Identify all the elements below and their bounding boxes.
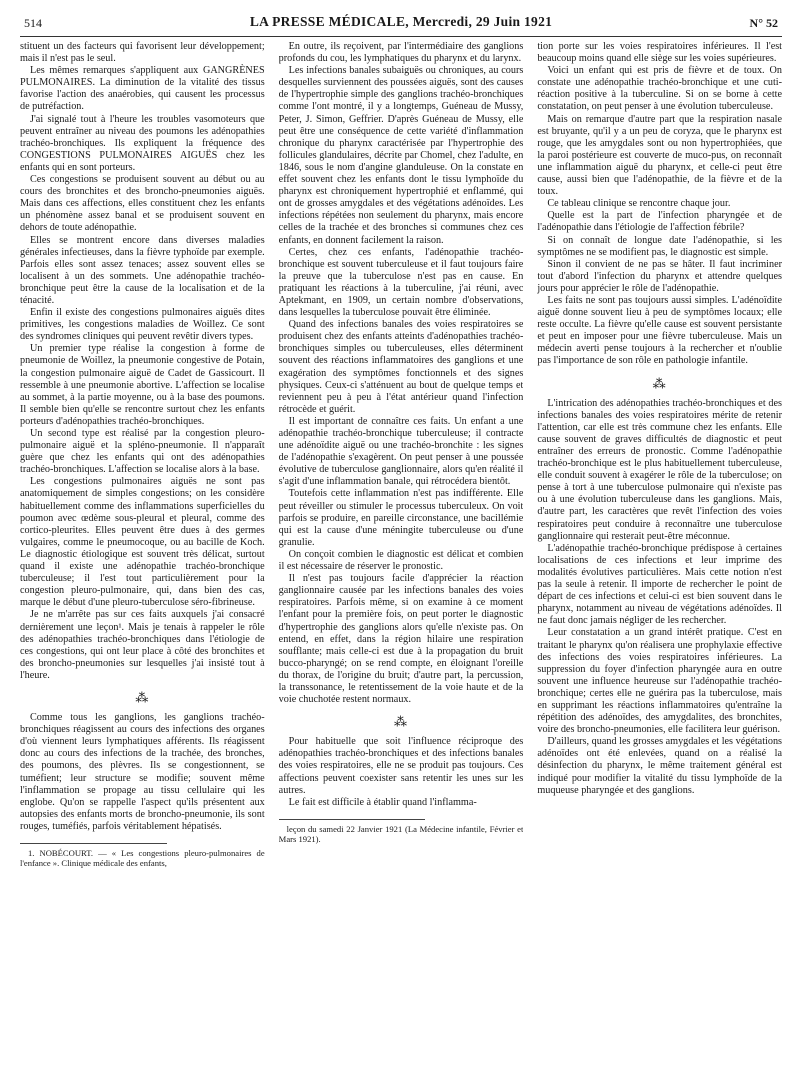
- paragraph: Ce tableau clinique se rencontre chaque jour.: [547, 198, 731, 210]
- text-columns: [20, 41, 782, 1081]
- paragraph: L'adénopathie trachéo-bronchique prédispose à certaines localisations de ces infections et leur imprime des modalités évolutives particulières. Mais cette notion n'est pas la seule à retenir. Il importe de rechercher le point de départ de ces infections et celui-ci est bien souvent dans le pharynx, notamment au niveau de végétations adénoïdes. Il ne faut donc jamais négliger de les rechercher.: [537, 542, 783, 627]
- paragraph: En outre, ils reçoivent, par l'intermédiaire des ganglions profonds du cou, les lymphatiques du pharynx et du larynx.: [278, 41, 524, 65]
- paragraph: Il n'est pas toujours facile d'apprécier la réaction ganglionnaire causée par les infections banales des voies respiratoires. Parfois même, si on examine à ce moment l'enfant pour la première fois, on peut porter le diagnostic d'hypertrophie des ganglions alors qu'elle n'existe pas. On entend, en effet, dans la région hilaire une respiration soufflante; mais celle-ci est due à la propagation du bruit bucco-pharyngé; on se rend compte, en éloignant l'oreille du thorax, de l'origine du bruit; d'autre part, la percussion, la transsonance, le retentissement de la voie haute et de la voie chuchotée restent normaux.: [278, 573, 524, 706]
- paragraph: Voici un enfant qui est pris de fièvre et de toux. On constate une adénopathie trachéo-bronchique et une cuti-réaction positive à la tuberculine. Si on se borne à cette constatation, on peut penser à une évolution tuberculeuse.: [537, 65, 783, 113]
- paragraph: Comme tous les ganglions, les ganglions trachéo-bronchiques réagissent au cours des infections des organes d'où viennent leurs lymphatiques afférents. Ils réagissent donc au cours des infections de la trachée, des bronches, des poumons, des plèvres. Ils se congestionnent, se tuméfient; leur structure se modifie; souvent même l'inflammation se propage au tissu cellulaire qui les englobe. Qu'on se rappelle l'aspect qu'ils présentent aux autopsies des enfants morts de broncho-pneumonie, ils sont rouges, tuméfiés, parfois véritablement hépatisés.: [20, 712, 265, 832]
- paragraph: Les congestions pulmonaires aiguës ne sont pas anatomiquement de simples congestions; on les considère habituellement comme des inflammations superficielles du poumon avec œdème sous-pleural et pleural, comme des cortico-pleurites. Elles peuvent être dues à des germes vulgaires, comme le pneumocoque, ou au bacille de Koch. Le diagnostic étiologique est souvent très délicat, surtout quand il existe une adénopathie trachéo-bronchique tuberculeuse; il l'est tout particulièrement pour la congestion pleuro-pulmonaire, qui, dans bien des cas, marque le début d'une pleuro-tuberculose séro-fibrineuse.: [20, 476, 265, 609]
- paragraph: Quand des infections banales des voies respiratoires se produisent chez des enfants atteints d'adénopathies trachéo-bronchiques simples ou tuberculeuses, elles déterminent souvent des réactions inflammatoires des ganglions et une exagération des symptômes fonctionnels et des signes physiques. Ceux-ci s'atténuent au bout de quelque temps et reviennent peu à peu à l'état antérieur quand l'infection rétrocède et guérit.: [278, 319, 524, 415]
- paragraph: stituent un des facteurs qui favorisent leur développement; mais il n'est pas le seul.: [20, 41, 265, 65]
- paragraph: D'ailleurs, quand les grosses amygdales et les végétations adénoïdes ont été enlevées, quand on a réalisé la désinfection du pharynx, le même traitement général est indiqué pour modifier la vitalité du tissu lymphoïde de la muqueuse pharyngée et des ganglions.: [537, 736, 783, 796]
- paragraph: Toutefois cette inflammation n'est pas indifférente. Elle peut réveiller ou stimuler le processus tuberculeux. On voit parfois se produire, en pareille circonstance, une bacillémie qui est la cause d'une méningite tuberculeuse ou d'une granulie.: [278, 488, 524, 548]
- paragraph: Elles se montrent encore dans diverses maladies générales infectieuses, dans la fièvre typhoïde par exemple. Parfois elles sont assez tenaces; assez souvent elles se localisent à un des sommets. Une adénopathie trachéo-bronchique peut être la cause de la localisation et de la ténacité.: [20, 234, 265, 306]
- paragraph: L'intrication des adénopathies trachéo-bronchiques et des infections banales des voies respiratoires mérite de retenir l'attention, car elle est très commune chez les enfants. Elle cause souvent de graves difficultés de diagnostic et peut entraîner des erreurs de pronostic. Comme l'adénopathie trachéo-bronchique est le plus habituellement tuberculeuse, elle conduit souvent à exagérer le rôle de la tuberculose; on pense à tort à une tuberculose pulmonaire qui n'existe pas ou à une évolution tuberculeuse dans les ganglions. Mais, d'autre part, les caractères que revêt l'infection des voies respiratoires peut conduire à reconnaître une tuberculose ganglionnaire qui resterait peut-être méconnue.: [537, 397, 783, 542]
- issue-number: N° 52: [749, 16, 778, 30]
- column-middle: [279, 41, 524, 1081]
- footnote-divider: [279, 819, 426, 820]
- paragraph: Il est important de connaître ces faits. Un enfant a une adénopathie trachéo-bronchique tuberculeuse; il contracte une adénoïdite aiguë ou une trachéo-bronchite : les signes de l'adénopathie s'exagèrent. On peut penser à une poussée évolutive de tuberculose ganglionnaire, alors qu'en réalité il s'agit d'une inflammation banale, qui rétrocédera bientôt.: [278, 415, 524, 488]
- paragraph: Les faits ne sont pas toujours aussi simples. L'adénoïdite aiguë donne souvent lieu à peu de symptômes locaux; elle reste occulte. La fièvre qu'elle cause est souvent persistante et peut en imposer pour une fièvre tuberculeuse. Mais un médecin averti pense toujours à la rechercher et n'oublie pas l'importance de son rôle en pathologie infantile.: [537, 294, 783, 367]
- section-asterism: ⁂: [394, 714, 408, 730]
- paragraph: Leur constatation a un grand intérêt pratique. C'est en traitant le pharynx qu'on réalisera une prophylaxie effective des infections des voies respiratoires inférieures. La suppression du foyer d'infection pharyngée aura en outre souvent une influence heureuse sur l'adénopathie trachéo-bronchique; certes elle ne guérira pas la tuberculose, mais en supprimant les réactions inflammatoires qu'entraîne la répétition des adénoïdes, des amygdalites, des bronchites, voire des broncho-pneumonies, elle facilitera leur guérison.: [537, 627, 783, 736]
- paragraph: Les infections banales subaiguës ou chroniques, au cours desquelles surviennent des poussées aiguës, sont des causes de l'hypertrophie simple des ganglions trachéo-bronchiques comme l'ont montré, il y a longtemps, Guéneau de Mussy, Peter, J. Simon, Geffrier. D'après Guéneau de Mussy, elle peut être une conséquence de cette variété d'inflammation chronique du pharynx caractérisée par l'hypertrophie des follicules glandulaires, décrite par Chomel, chez l'adulte, en 1846, sous le nom d'angine glanduleuse. On la constate en effet souvent chez les enfants dont le tissu lymphoïde du pharynx est chroniquement hypertrophié et enflammé, qui ont de grosses amygdales et des végétations adénoïdes. Les infections répétées non seulement du pharynx, mais encore celles de la trachée et des bronches si communes chez ces enfants, en donnent facilement la raison.: [278, 65, 524, 246]
- paragraph: Un premier type réalise la congestion à forme de pneumonie de Woillez, la pneumonie congestive de Potain, la congestion pulmonaire aiguë de Cadet de Gassicourt. Il ressemble à une pneumonie abortive. L'affection se localise au sommet, à la partie moyenne, ou à la base des poumons. Il semble bien qu'elle se rencontre surtout chez les enfants porteurs d'adénopathies trachéo-bronchiques.: [20, 343, 265, 427]
- paragraph: Les mêmes remarques s'appliquent aux GANGRÈNES PULMONAIRES. La diminution de la vitalité des tissus favorise l'action des anaérobies, qui causent les processus de putréfaction.: [20, 65, 265, 113]
- paragraph: Le fait est difficile à établir quand l'inflamma-: [288, 796, 477, 808]
- footnote-divider: [20, 843, 167, 844]
- paragraph: Pour habituelle que soit l'influence réciproque des adénopathies trachéo-bronchiques et des infections banales des voies respiratoires, elle ne se produit pas toujours. Ces affections peuvent coexister sans retentir les unes sur les autres.: [278, 736, 524, 796]
- paragraph: Mais on remarque d'autre part que la respiration nasale est bruyante, qu'il y a un peu de coryza, que le pharynx est rouge, que les amygdales sont ou non hypertrophiées, que la paroi postérieure est couverte de muco-pus, on reconnaît une inflammation aiguë du pharynx, et celle-ci peut être cause, aussi bien que l'adénopathie, de la fièvre et de la toux.: [537, 113, 783, 198]
- paragraph: Si on connaît de longue date l'adénopathie, si les symptômes ne se modifient pas, le diagnostic est simple.: [537, 234, 783, 258]
- paragraph: J'ai signalé tout à l'heure les troubles vasomoteurs que peuvent entraîner au niveau des poumons les adénopathies trachéo-bronchiques. Ils expliquent la fréquence des CONGESTIONS PULMONAIRES AIGUËS chez les enfants qui en sont porteurs.: [20, 113, 265, 173]
- section-asterism: ⁂: [652, 375, 667, 391]
- paragraph: Un second type est réalisé par la congestion pleuro-pulmonaire aiguë et la spléno-pneumonie. Il n'apparaît guère que chez les enfants qui ont des adénopathies trachéo-bronchiques. L'affection se localise alors à la base.: [20, 428, 265, 476]
- paragraph: Ces congestions se produisent souvent au début ou au cours des bronchites et des broncho-pneumonies aiguës. Mais dans ces affections, elles constituent chez les enfants un phénomène assez banal et se produisent souvent en dehors de toute adénopathie.: [20, 174, 265, 234]
- page-number: 514: [24, 16, 42, 30]
- section-asterism: ⁂: [135, 689, 150, 705]
- column-left: [20, 41, 265, 1081]
- publication-title: LA PRESSE MÉDICALE, Mercredi, 29 Juin 1921: [249, 14, 553, 29]
- paragraph: Enfin il existe des congestions pulmonaires aiguës dites primitives, les congestions maladies de Woillez. Ce sont des syndromes cliniques qui peuvent revêtir divers types.: [20, 307, 265, 343]
- footnote: 1. NOBÉCOURT. — « Les congestions pleuro-pulmonaires de l'enfance ». Clinique médicale des enfants,: [20, 848, 265, 868]
- paragraph: Quelle est la part de l'infection pharyngée et de l'adénopathie dans l'étiologie de l'affection fébrile?: [537, 210, 783, 234]
- paragraph: Certes, chez ces enfants, l'adénopathie trachéo-bronchique est souvent tuberculeuse et il faut toujours faire la preuve que la tuberculose n'est pas en cause. En pratiquant les réactions à la tuberculine, j'ai réuni, avec Aptekmant, en 1909, un certain nombre d'observations, dans lesquelles la tuberculose pouvait être éliminée.: [278, 246, 524, 319]
- paragraph: tion porte sur les voies respiratoires inférieures. Il l'est beaucoup moins quand elle siège sur les voies supérieures.: [537, 41, 783, 65]
- footnote: leçon du samedi 22 Janvier 1921 (La Médecine infantile, Février et Mars 1921).: [278, 823, 524, 844]
- paragraph: On conçoit combien le diagnostic est délicat et combien il est nécessaire de réserver le pronostic.: [278, 548, 524, 573]
- paragraph: Je ne m'arrête pas sur ces faits auxquels j'ai consacré dernièrement une leçon¹. Mais je tenais à rappeler le rôle des adénopathies trachéo-bronchiques dans l'étiologie de ces congestions, qui ont leur place à côté des bronchites et des broncho-pneumonies sur lesquelles j'ai insisté tout à l'heure.: [20, 609, 265, 681]
- paragraph: Sinon il convient de ne pas se hâter. Il faut incriminer tout d'abord l'infection du pharynx et attendre quelques jours pour apprécier le rôle de l'adénopathie.: [537, 258, 783, 294]
- column-right: [537, 41, 782, 1081]
- page-header: [20, 14, 782, 37]
